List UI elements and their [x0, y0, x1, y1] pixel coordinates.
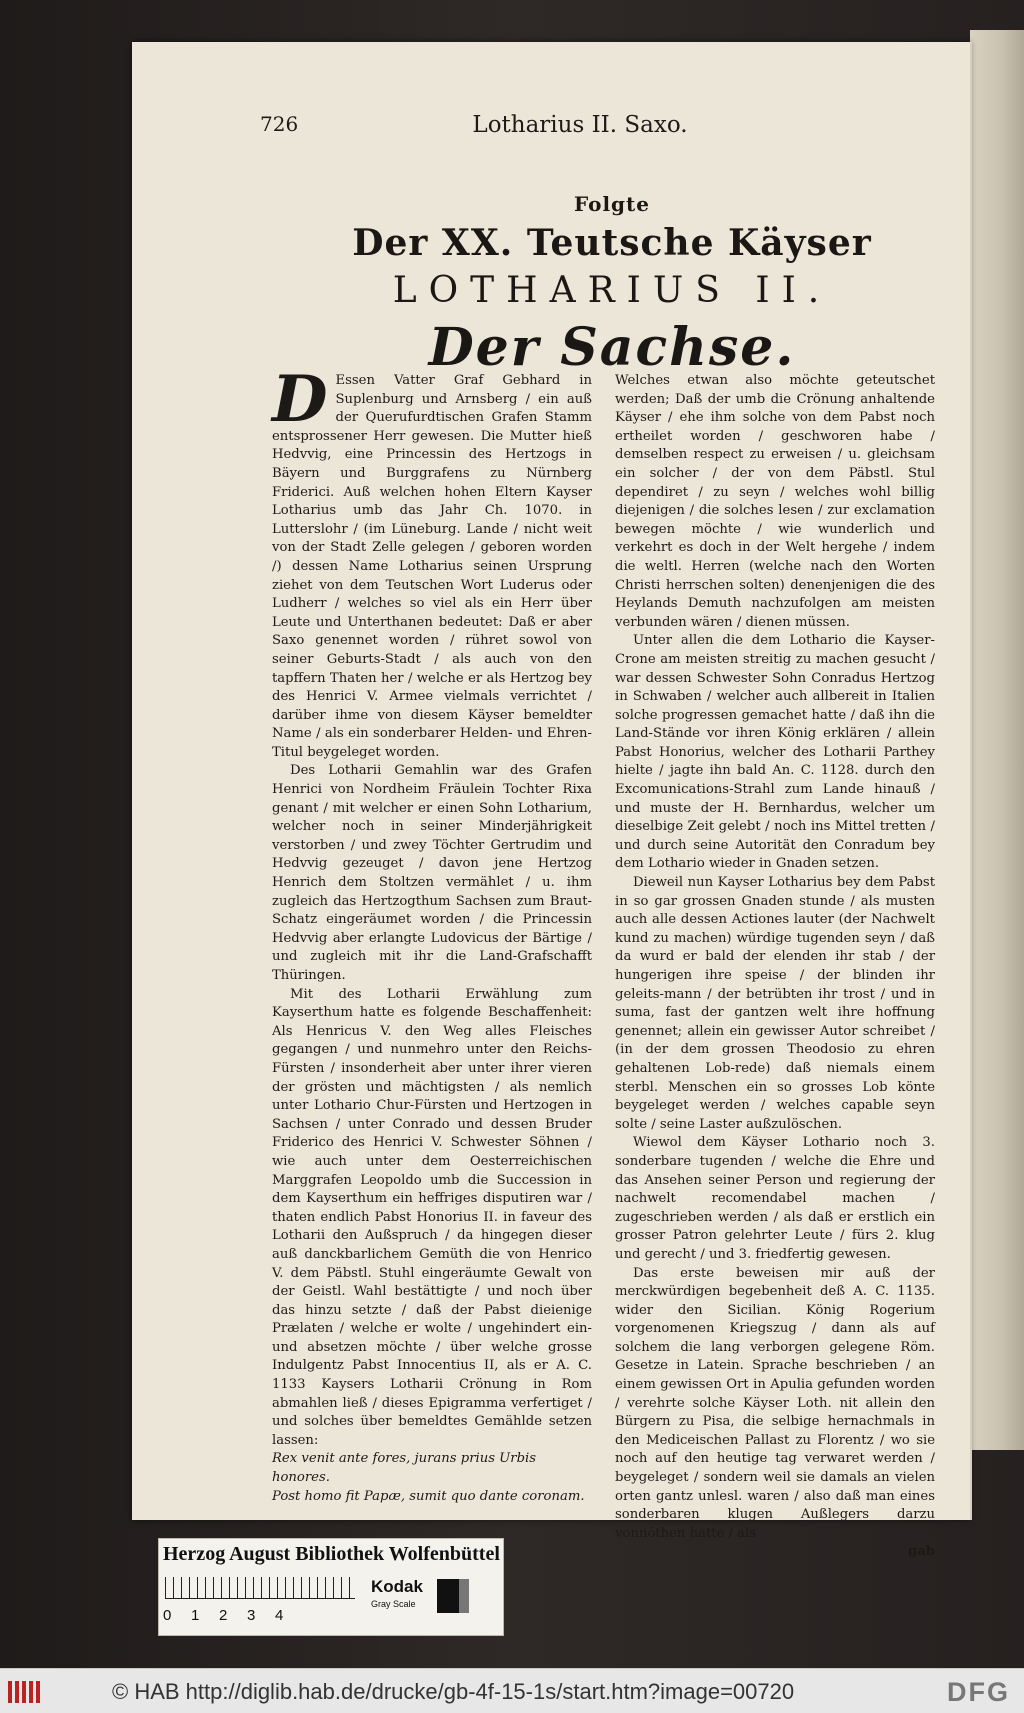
drop-cap: D — [272, 362, 328, 437]
running-title: Lotharius II. Saxo. — [472, 112, 688, 138]
scale-number: 2 — [219, 1607, 228, 1624]
color-calibration-bar — [158, 1538, 504, 1636]
chapter-title-block — [262, 192, 962, 378]
paragraph: Dieweil nun Kayser Lotharius bey dem Pabst in so gar grossen Gnaden stunde / als musten auch alle dessen Actiones lauter (der Nachwelt kund zu machen) würdige tugenden seyn / daß da wurd er bald der elenden ihr stab / der hungerigen ihre speise / der blinden ihr geleits-mann / der betrübten ihr trost / und in suma, fast der gantzen welt ihre hoffnung genennet; allein ein gewisser Autor schreibet / (in der dem grossen Theodosio zu ehren gehaltenen Lob-rede) daß niemals einem sterbl. Menschen ein so grosses Lob könte beygeleget werden / welches capable seyn solte / seine Laster außzulöschen. — [615, 875, 935, 1132]
title-line-1: Der XX. Teutsche Käyser — [352, 222, 872, 264]
scale-number: 4 — [275, 1607, 284, 1624]
scale-number: 3 — [247, 1607, 256, 1624]
paragraph: Wiewol dem Käyser Lothario noch 3. sonderbare tugenden / welche die Ehre und das Ansehen seiner Person und regierung der nachwelt recomendabel machen / zugeschrieben werden / als daß er erstlich ein grosser Patron gelehrter Leute / fürs 2. klug und gerecht / und 3. friedfertig gewesen. — [615, 1135, 935, 1262]
paragraph: Das erste beweisen mir auß der merckwürdigen begebenheit deß A. C. 1135. wider den Sicilian. König Rogerium vorgenomenen Kriegszug / dann als auf solchem die lang verborgen gelegene Röm. Gesetze in Latein. Sprache beschrieben / an einem gewissen Ort in Apulia gefunden worden / verehrte solche Käyser Loth. nit allein den Bürgern zu Pisa, die selbige hernachmals in den Mediceischen Pallast zu Florentz / wo sie noch auf den heutige tag verwaret werden / beygeleget / sondern weil sie damals an vielen orten gantz unlesl. waren / also daß man eines sonderbaren klugen Außlegers darzu vonnöthen hatte / als — [615, 1265, 935, 1541]
scale-number: 0 — [163, 1607, 172, 1624]
gray-swatch-dark — [437, 1579, 459, 1613]
right-column — [615, 372, 935, 1562]
paragraph: Des Lotharii Gemahlin war des Grafen Henrici von Nordheim Fräulein Tochter Rixa genant / mit welcher er einen Sohn Lotharium, welcher noch in seiner Minderjährigkeit verstorben / und zwey Töchter Gertrudim und Hedvvig gezeuget / davon jene Hertzog Henrich dem Stoltzen vermählet / u. ihm zugleich das Hertzogthum Sachsen zum Braut-Schatz eingeräumet worden / die Princessin Hedvvig aber erlangte Ludovicus der Bärtige / und zugleich mit ihr die Land-Grafschafft Thüringen. — [272, 763, 592, 983]
paragraph: Unter allen die dem Lothario die Kayser-Crone am meisten streitig zu machen gesucht / war dessen Schwester Sohn Conradus Hertzog in Schwaben / welcher auch allbereit in Italien solche progressen gemachet hatte / daß ihn die Land-Stände vor ihren König erklären / allein Pabst Honorius, welcher des Lotharii Parthey hielte / jagte ihn bald An. C. 1128. durch den Excomunications-Strahl zum Lande hinauß / und muste der H. Bernhardus, welcher um dieselbige Zeit gelebt / noch ins Mittel tretten / und durch seine Autorität den Conradum bey dem Lothario wieder in Gnaden setzen. — [615, 633, 935, 872]
copyright-url[interactable]: © HAB http://diglib.hab.de/drucke/gb-4f-15-1s/start.htm?image=00720 — [112, 1679, 795, 1704]
title-line-2: LOTHARIUS II. — [392, 270, 832, 311]
kodak-label: Kodak — [371, 1577, 423, 1596]
latin-verse-2: Post homo fit Papæ, sumit quo dante coronam. — [272, 1488, 585, 1504]
page-edge — [970, 30, 1024, 1450]
paragraph: Mit des Lotharii Erwählung zum Kayserthum hatte es folgende Beschaffenheit: Als Henricus V. den Weg alles Fleisches gegangen / und nunmehro unter den Reichs-Fürsten / insonderheit aber unter ihrer vieren der grösten und mächtigsten / als nemlich unter Lothario Chur-Fürsten und Hertzogen in Sachsen / unter Conrado und dessen Bruder Friderico des Henrici V. Schwester Söhnen / wie auch unter dem Oesterreichischen Marggrafen Leopoldo umb die Succession in dem Kayserthum ein heffriges disputiren war / thaten endlich Pabst Honorius II. in faveur des Lotharii den Außspruch / da hingegen dieser auß danckbarlichem Gemüth die von Henrico V. dem Päbstl. Stuhl eingeräumte Gewalt von der Geistl. Wahl bestättigte / und noch über das hinzu setzte / daß der Pabst dieienige Prælaten / welche er wolte / ungehindert ein- und absetzen möchte / über welche grosse Indulgentz Pabst Innocentius II, als er A. C. 1133 Kaysers Lotharii Crönung in Rom abmahlen ließ / dieses Epigramma verfertiget / und solches über bemeldtes Gemählde setzen lassen: — [272, 986, 592, 1448]
scale-ruler — [165, 1577, 355, 1599]
hab-logo-icon — [6, 1677, 46, 1707]
scale-number: 1 — [191, 1607, 200, 1624]
library-label: Herzog August Bibliothek Wolfenbüttel — [163, 1543, 500, 1565]
paragraph-text: Essen Vatter Graf Gebhard in Suplenburg und Arnsberg / ein auß der Querufurdtischen Grafen Stamm entsprossener Herr gewesen. Die Mutter hieß Hedvvig, eine Princessin des Hertzogs in Bäyern und Burggrafens zu Nürnberg Friderici. Auß welchen hohen Eltern Kayser Lotharius umb das Jahr Ch. 1070. in Lutterslohr / (im Lüneburg. Lande / nicht weit von der Stadt Zelle gelegen / geboren worden /) dessen Name Lotharius seinen Ursprung ziehet von dem Teutschen Wort Luderus oder Ludherr / welches so viel als ein Herr über Leute und Unterthanen bedeutet: Daß er aber Saxo genennet worden / rühret sowol von seiner Geburts-Stadt / als auch von den tapffern Thaten her / welche er als Hertzog bey des Henrici V. Armee vielmals verrichtet / darüber ihme von diesem Käyser bemeldter Name / als ein sonderbarer Helden- und Ehren-Titul beygeleget worden. — [272, 373, 592, 760]
scale-numbers — [163, 1607, 303, 1624]
paragraph: Welches etwan also möchte geteutschet werden; Daß der umb die Crönung anhaltende Käyser / ehe ihm solche von dem Pabst noch ertheilet worden / geschworen habe / demselben respect zu erweisen / u. gleichsam ein solcher / der von dem Päbstl. Stul dependiret / zu seyn / welches wohl billig diejenigen / die solches lesen / zur exclamation bewegen möchte / wie wunderlich und verkehrt es doch in der Welt hergehe / indem die weltl. Herren (welche nach den Worten Christi herrschen solten) denenjenigen die des Heylands Demuth nachzufolgen am meisten verbunden wären / dienen müssen. — [615, 373, 935, 630]
latin-verse-1: Rex venit ante fores, jurans prius Urbis honores. — [272, 1451, 537, 1486]
footer-bar — [0, 1668, 1024, 1713]
paragraph — [272, 362, 592, 762]
catchword: gab — [908, 1544, 935, 1560]
running-head — [130, 112, 830, 142]
gray-swatch-mid — [459, 1579, 469, 1613]
left-column — [272, 362, 592, 1506]
title-folgte: Folgte — [574, 192, 650, 216]
page-number: 726 — [260, 112, 299, 136]
dfg-logo: DFG — [947, 1677, 1010, 1707]
gray-scale-label: Gray Scale — [371, 1599, 416, 1609]
title-line-3: Der Sachse. — [428, 317, 796, 378]
